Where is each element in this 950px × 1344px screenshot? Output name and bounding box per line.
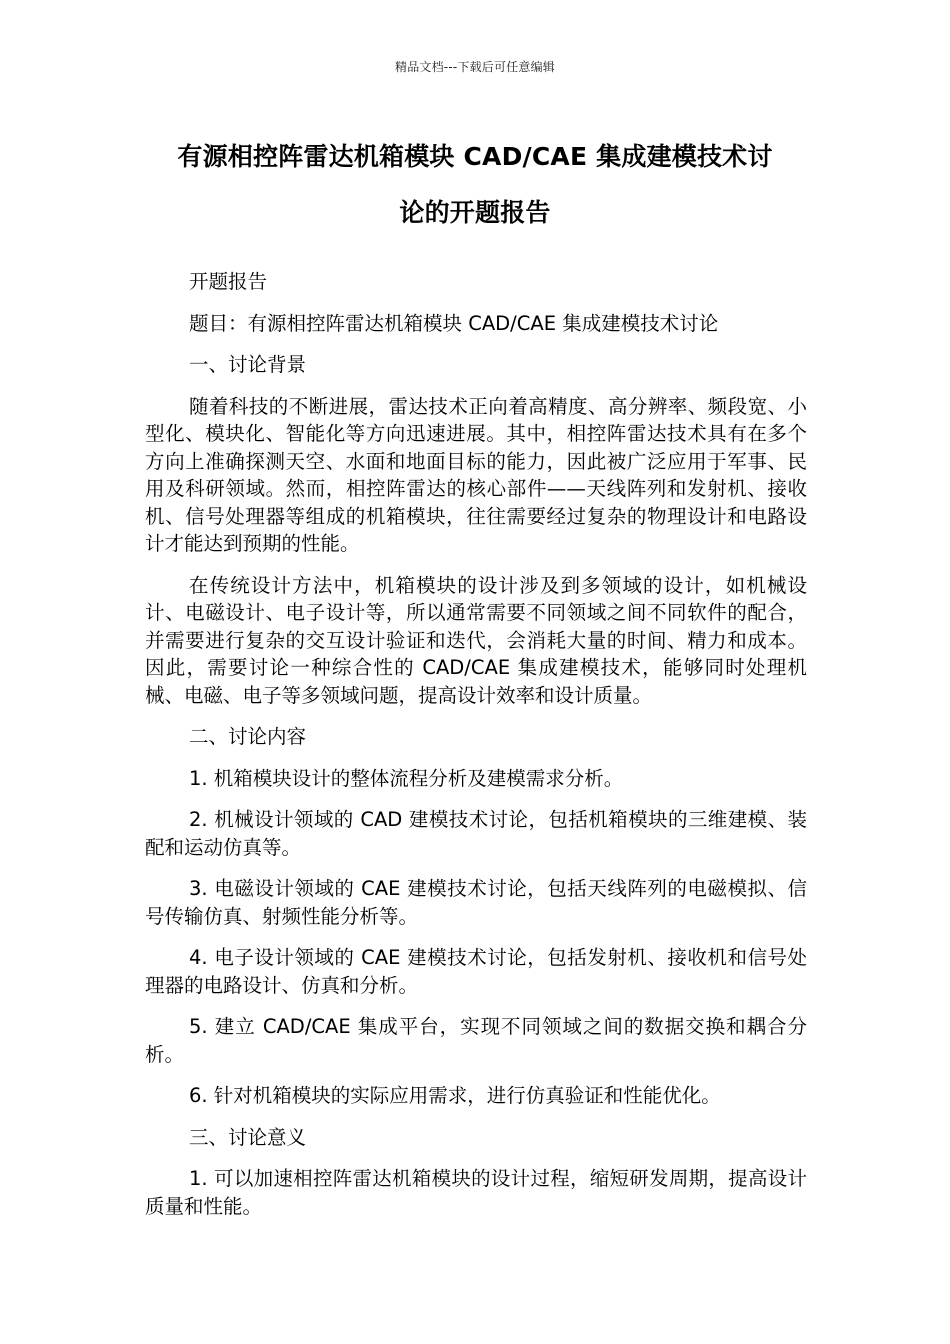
section-heading-content: 二、讨论内容 xyxy=(189,725,307,748)
header-note: 精品文档---下载后可任意编辑 xyxy=(395,60,555,74)
list-item-content-6: 6. 针对机箱模块的实际应用需求，进行仿真验证和性能优化。 xyxy=(189,1084,721,1107)
document-title-line-1: 有源相控阵雷达机箱模块 CAD/CAE 集成建模技术讨 xyxy=(177,142,773,171)
list-item-content-1: 1. 机箱模块设计的整体流程分析及建模需求分析。 xyxy=(189,766,624,790)
list-item-content-4: 4. 电子设计领域的 CAE 建模技术讨论，包括发射机、接收机和信号处理器的电路设计、仿真和分析。 xyxy=(145,946,807,997)
document-body xyxy=(145,268,807,1234)
list-item-significance-1: 1. 可以加速相控阵雷达机箱模块的设计过程，缩短研发周期，提高设计质量和性能。 xyxy=(145,1167,807,1218)
paragraph-report-label: 开题报告 xyxy=(189,270,268,293)
section-heading-background: 一、讨论背景 xyxy=(189,353,307,376)
list-item-content-2: 2. 机械设计领域的 CAD 建模技术讨论，包括机箱模块的三维建模、装配和运动仿真等。 xyxy=(145,808,807,859)
paragraph-topic: 题目：有源相控阵雷达机箱模块 CAD/CAE 集成建模技术讨论 xyxy=(189,311,719,335)
document-title-line-2: 论的开题报告 xyxy=(399,198,551,227)
paragraph-background-1: 随着科技的不断进展，雷达技术正向着高精度、高分辨率、频段宽、小型化、模块化、智能化等方向迅速进展。其中，相控阵雷达技术具有在多个方向上准确探测天空、水面和地面目标的能力，因此被广泛应用于军事、民用及科研领域。然而，相控阵雷达的核心部件——天线阵列和发射机、接收机、信号处理器等组成的机箱模块，往往需要经过复杂的物理设计和电路设计才能达到预期的性能。 xyxy=(145,394,807,555)
paragraph-background-2: 在传统设计方法中，机箱模块的设计涉及到多领域的设计，如机械设计、电磁设计、电子设计等，所以通常需要不同领域之间不同软件的配合，并需要进行复杂的交互设计验证和迭代，会消耗大量的时间、精力和成本。因此，需要讨论一种综合性的 CAD/CAE 集成建模技术，能够同时处理机械、电磁、电子等多领域问题，提高设计效率和设计质量。 xyxy=(145,573,807,707)
section-heading-significance: 三、讨论意义 xyxy=(189,1125,307,1149)
list-item-content-3: 3. 电磁设计领域的 CAE 建模技术讨论，包括天线阵列的电磁模拟、信号传输仿真、射频性能分析等。 xyxy=(145,877,807,928)
list-item-content-5: 5. 建立 CAD/CAE 集成平台，实现不同领域之间的数据交换和耦合分析。 xyxy=(145,1015,807,1066)
